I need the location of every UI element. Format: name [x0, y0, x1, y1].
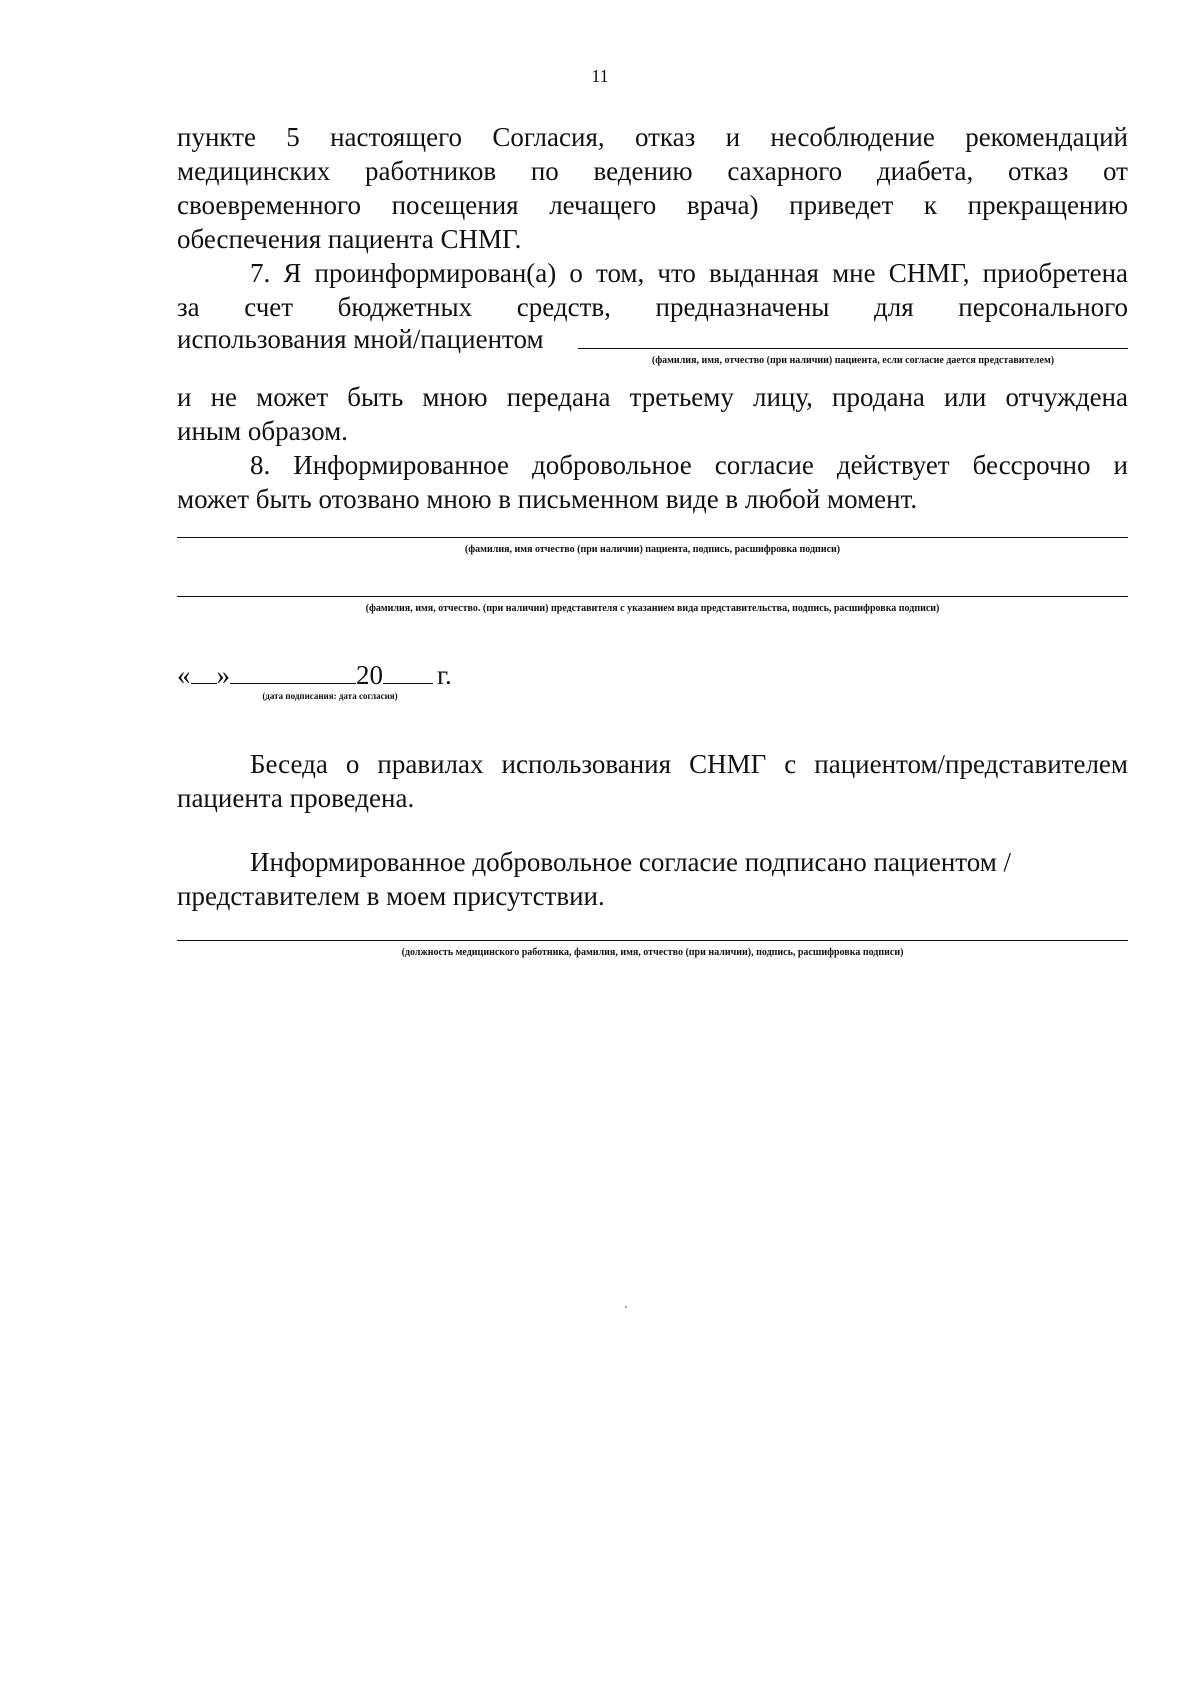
- item7-line-1: 7. Я проинформирован(а) о том, что выданная мне СНМГ, приобретена: [250, 258, 1128, 288]
- scan-speck: [625, 1306, 627, 1308]
- medical-worker-signature-line: [177, 940, 1128, 941]
- item7-line-3: использования мной/пациентом: [177, 324, 544, 354]
- para-line-3: своевременного посещения лечащего врача) приведет к прекращению: [177, 190, 1128, 220]
- para-line-2: медицинских работников по ведению сахарного диабета, отказ от: [177, 156, 1128, 186]
- conversation-line-1: Беседа о правилах использования СНМГ с пациентом/представителем: [250, 749, 1128, 779]
- patient-signature-caption: (фамилия, имя отчество (при наличии) пациента, подпись, расшифровка подписи): [464, 544, 841, 555]
- conversation-line-2: пациента проведена.: [177, 783, 415, 813]
- date-close-quote: »: [216, 660, 230, 690]
- item7-line-2: за счет бюджетных средств, предназначены для персонального: [177, 292, 1128, 322]
- date-open-quote: «: [177, 660, 191, 690]
- para-line-4: обеспечения пациента СНМГ.: [177, 224, 522, 254]
- year-prefix: 20: [356, 660, 383, 690]
- signing-date-caption: (дата подписания: дата согласия): [262, 691, 398, 701]
- year-suffix: г.: [437, 660, 452, 690]
- representative-signature-line: [177, 596, 1128, 597]
- patient-name-caption: (фамилия, имя, отчество (при наличии) пациента, если согласие дается представителем): [651, 355, 1055, 366]
- patient-signature-line: [177, 537, 1128, 538]
- year-field: [383, 659, 433, 684]
- day-field: [191, 659, 217, 684]
- medical-worker-signature-caption: (должность медицинского работника, фамилия, имя, отчество (при наличии), подпись, расшифровка подписи): [401, 947, 904, 958]
- item8-line-1: 8. Информированное добровольное согласие действует бессрочно и: [250, 450, 1128, 480]
- month-field: [230, 659, 356, 684]
- representative-signature-caption: (фамилия, имя, отчество. (при наличии) представителя с указанием вида представительства, подпись, расшифровка подписи): [365, 603, 940, 614]
- patient-name-field: [578, 348, 1128, 349]
- signed-presence-line-2: представителем в моем присутствии.: [177, 881, 605, 911]
- signed-presence-line-1: Информированное добровольное согласие подписано пациентом /: [250, 847, 1012, 877]
- signing-date-line: [177, 658, 452, 692]
- para-line-1: пункте 5 настоящего Согласия, отказ и несоблюдение рекомендаций: [177, 122, 1128, 152]
- page-number: 11: [591, 66, 609, 86]
- item7-line-4: и не может быть мною передана третьему лицу, продана или отчуждена: [177, 382, 1128, 412]
- item7-line-5: иным образом.: [177, 416, 348, 446]
- item8-line-2: может быть отозвано мною в письменном виде в любой момент.: [177, 484, 918, 514]
